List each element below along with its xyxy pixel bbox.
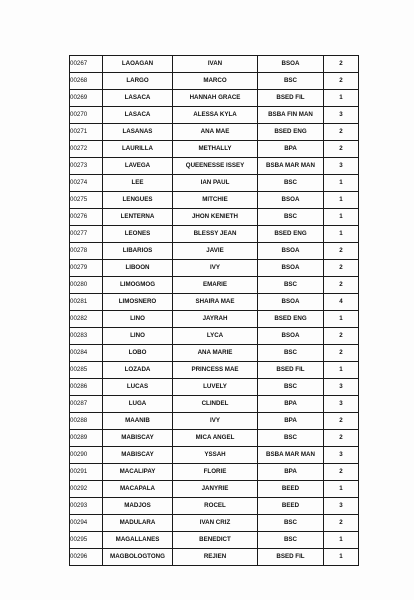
course-cell: BEED [258,481,324,498]
student-id-cell: 00282 [70,311,103,328]
year-level-cell: 3 [324,107,359,124]
student-id-cell: 00285 [70,362,103,379]
last-name-cell: LAVEGA [103,158,173,175]
student-id-cell: 00288 [70,413,103,430]
student-roster-table [69,55,359,566]
year-level-cell: 2 [324,515,359,532]
first-name-cell: IVY [173,413,258,430]
student-id-cell: 00269 [70,90,103,107]
table-row [70,124,359,141]
student-id-cell: 00280 [70,277,103,294]
table-row [70,379,359,396]
table-row [70,192,359,209]
course-cell: BSOA [258,243,324,260]
student-id-cell: 00287 [70,396,103,413]
table-row [70,158,359,175]
first-name-cell: YSSAH [173,447,258,464]
course-cell: BSBA FIN MAN [258,107,324,124]
first-name-cell: REJIEN [173,549,258,566]
course-cell: BSC [258,379,324,396]
last-name-cell: MABISCAY [103,430,173,447]
student-id-cell: 00291 [70,464,103,481]
first-name-cell: ALESSA KYLA [173,107,258,124]
course-cell: BSED FIL [258,549,324,566]
course-cell: BSED ENG [258,311,324,328]
table-row [70,294,359,311]
last-name-cell: MACAPALA [103,481,173,498]
year-level-cell: 2 [324,243,359,260]
student-id-cell: 00284 [70,345,103,362]
last-name-cell: LARGO [103,73,173,90]
table-row [70,345,359,362]
first-name-cell: HANNAH GRACE [173,90,258,107]
student-id-cell: 00293 [70,498,103,515]
table-row [70,549,359,566]
course-cell: BPA [258,464,324,481]
student-id-cell: 00270 [70,107,103,124]
student-id-cell: 00296 [70,549,103,566]
course-cell: BSED FIL [258,90,324,107]
course-cell: BSBA MAR MAN [258,158,324,175]
student-id-cell: 00277 [70,226,103,243]
course-cell: BSC [258,430,324,447]
last-name-cell: LENTERNA [103,209,173,226]
last-name-cell: LINO [103,311,173,328]
year-level-cell: 1 [324,532,359,549]
student-id-cell: 00292 [70,481,103,498]
last-name-cell: LUCAS [103,379,173,396]
course-cell: BSOA [258,56,324,73]
table-row [70,73,359,90]
table-row [70,141,359,158]
year-level-cell: 1 [324,226,359,243]
year-level-cell: 2 [324,277,359,294]
course-cell: BSOA [258,294,324,311]
student-id-cell: 00267 [70,56,103,73]
year-level-cell: 2 [324,260,359,277]
student-id-cell: 00275 [70,192,103,209]
roster-body [70,56,359,566]
student-id-cell: 00295 [70,532,103,549]
year-level-cell: 1 [324,481,359,498]
year-level-cell: 1 [324,90,359,107]
last-name-cell: LUGA [103,396,173,413]
table-row [70,464,359,481]
table-row [70,243,359,260]
course-cell: BSOA [258,260,324,277]
year-level-cell: 2 [324,413,359,430]
table-row [70,362,359,379]
year-level-cell: 2 [324,73,359,90]
year-level-cell: 2 [324,124,359,141]
table-row [70,226,359,243]
course-cell: BSC [258,532,324,549]
table-row [70,498,359,515]
year-level-cell: 2 [324,430,359,447]
table-row [70,328,359,345]
first-name-cell: METHALLY [173,141,258,158]
first-name-cell: ROCEL [173,498,258,515]
student-id-cell: 00289 [70,430,103,447]
year-level-cell: 1 [324,549,359,566]
table-row [70,515,359,532]
last-name-cell: LIBARIOS [103,243,173,260]
table-row [70,209,359,226]
first-name-cell: FLORIE [173,464,258,481]
year-level-cell: 4 [324,294,359,311]
first-name-cell: IVY [173,260,258,277]
table-row [70,532,359,549]
first-name-cell: JAVIE [173,243,258,260]
year-level-cell: 3 [324,447,359,464]
last-name-cell: MABISCAY [103,447,173,464]
student-id-cell: 00274 [70,175,103,192]
year-level-cell: 1 [324,362,359,379]
last-name-cell: LAURILLA [103,141,173,158]
last-name-cell: MAGBOLOGTONG [103,549,173,566]
first-name-cell: PRINCESS MAE [173,362,258,379]
course-cell: BPA [258,141,324,158]
last-name-cell: MAANIB [103,413,173,430]
first-name-cell: BLESSY JEAN [173,226,258,243]
table-row [70,260,359,277]
last-name-cell: LASACA [103,107,173,124]
last-name-cell: LIMOSNERO [103,294,173,311]
course-cell: BSC [258,209,324,226]
year-level-cell: 3 [324,379,359,396]
last-name-cell: LEE [103,175,173,192]
last-name-cell: MADJOS [103,498,173,515]
student-id-cell: 00276 [70,209,103,226]
student-id-cell: 00283 [70,328,103,345]
last-name-cell: LASANAS [103,124,173,141]
first-name-cell: ANA MARIE [173,345,258,362]
first-name-cell: MICA ANGEL [173,430,258,447]
first-name-cell: IVAN CRIZ [173,515,258,532]
first-name-cell: LYCA [173,328,258,345]
last-name-cell: LENGUES [103,192,173,209]
first-name-cell: BENEDICT [173,532,258,549]
last-name-cell: LOBO [103,345,173,362]
year-level-cell: 1 [324,192,359,209]
year-level-cell: 3 [324,498,359,515]
first-name-cell: EMARIE [173,277,258,294]
first-name-cell: QUEENESSE ISSEY [173,158,258,175]
student-id-cell: 00273 [70,158,103,175]
first-name-cell: JHON KENIETH [173,209,258,226]
table-row [70,277,359,294]
first-name-cell: JANYRIE [173,481,258,498]
table-row [70,413,359,430]
last-name-cell: LOZADA [103,362,173,379]
first-name-cell: MITCHIE [173,192,258,209]
student-id-cell: 00271 [70,124,103,141]
year-level-cell: 2 [324,141,359,158]
year-level-cell: 2 [324,56,359,73]
first-name-cell: CLINDEL [173,396,258,413]
last-name-cell: MACALIPAY [103,464,173,481]
last-name-cell: MADULARA [103,515,173,532]
course-cell: BSBA MAR MAN [258,447,324,464]
first-name-cell: MARCO [173,73,258,90]
last-name-cell: LINO [103,328,173,345]
last-name-cell: LIMOGMOG [103,277,173,294]
course-cell: BSC [258,277,324,294]
table-row [70,430,359,447]
student-id-cell: 00279 [70,260,103,277]
student-id-cell: 00286 [70,379,103,396]
last-name-cell: LEONES [103,226,173,243]
first-name-cell: SHAIRA MAE [173,294,258,311]
course-cell: BEED [258,498,324,515]
course-cell: BSC [258,175,324,192]
table-row [70,107,359,124]
course-cell: BSED ENG [258,226,324,243]
year-level-cell: 1 [324,311,359,328]
course-cell: BPA [258,413,324,430]
table-row [70,311,359,328]
student-id-cell: 00268 [70,73,103,90]
course-cell: BPA [258,396,324,413]
year-level-cell: 2 [324,345,359,362]
course-cell: BSC [258,73,324,90]
year-level-cell: 3 [324,396,359,413]
table-row [70,447,359,464]
last-name-cell: LIBOON [103,260,173,277]
table-row [70,175,359,192]
course-cell: BSC [258,345,324,362]
first-name-cell: LUVELY [173,379,258,396]
course-cell: BSOA [258,192,324,209]
course-cell: BSED FIL [258,362,324,379]
year-level-cell: 3 [324,158,359,175]
student-id-cell: 00281 [70,294,103,311]
course-cell: BSC [258,515,324,532]
table-row [70,396,359,413]
first-name-cell: JAYRAH [173,311,258,328]
student-id-cell: 00278 [70,243,103,260]
first-name-cell: ANA MAE [173,124,258,141]
course-cell: BSOA [258,328,324,345]
last-name-cell: MAGALLANES [103,532,173,549]
year-level-cell: 2 [324,328,359,345]
table-row [70,56,359,73]
last-name-cell: LASACA [103,90,173,107]
year-level-cell: 1 [324,175,359,192]
table-row [70,90,359,107]
year-level-cell: 1 [324,209,359,226]
course-cell: BSED ENG [258,124,324,141]
student-id-cell: 00290 [70,447,103,464]
first-name-cell: IVAN [173,56,258,73]
year-level-cell: 2 [324,464,359,481]
student-id-cell: 00272 [70,141,103,158]
table-row [70,481,359,498]
first-name-cell: IAN PAUL [173,175,258,192]
student-id-cell: 00294 [70,515,103,532]
last-name-cell: LAOAGAN [103,56,173,73]
